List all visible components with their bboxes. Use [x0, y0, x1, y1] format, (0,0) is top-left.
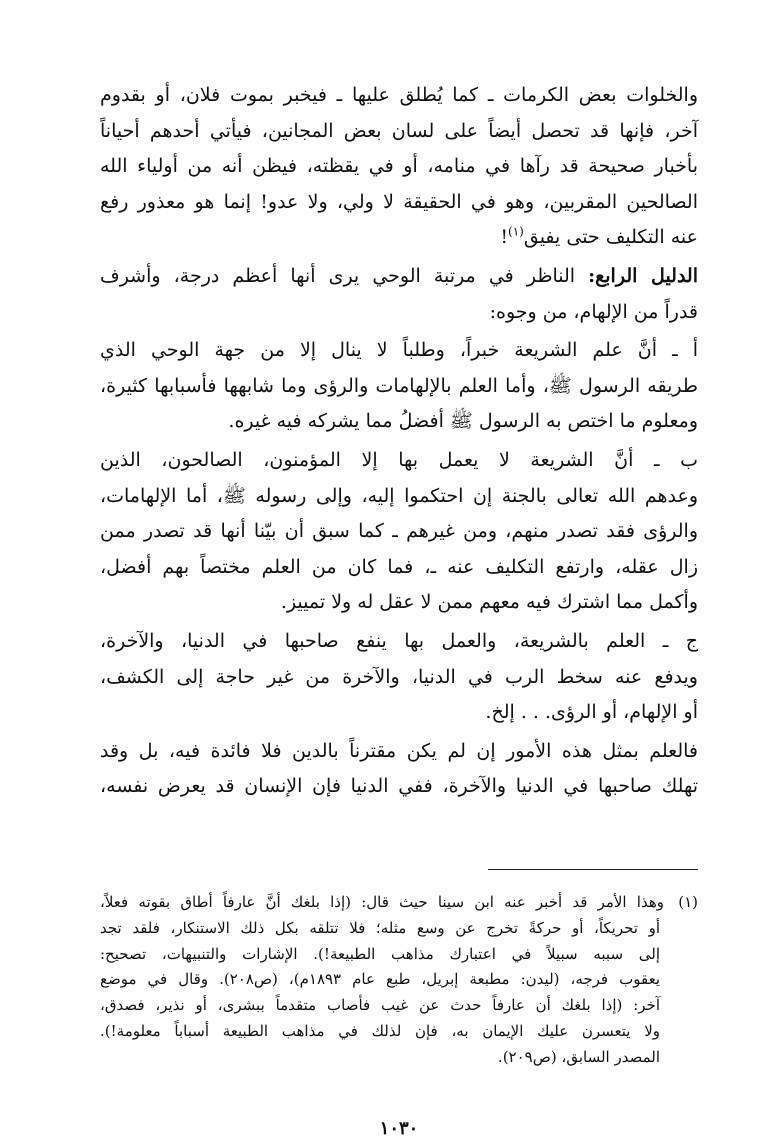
- footnote-line: يعقوب فرجه، (ليدن: مطبعة إبريل، طبع عام ١٨٩٣م)، (ص٢٠٨). وقال في موضع: [100, 970, 660, 989]
- text-line: ويدفع عنه سخط الرب في الدنيا، والآخرة من غير حاجة إلى الكشف،: [100, 665, 698, 688]
- text-line: ج ـ العلم بالشريعة، والعمل بها ينفع صاحبها في الدنيا، والآخرة،: [100, 629, 698, 652]
- footnote-line: آخر: (إذا بلغك أن عارفاً حدث عن غيب فأصاب متقدماً ببشرى، أو نذير، فصدق،: [100, 996, 660, 1015]
- text-fragment: وهذا الأمر قد أخبر عنه ابن سينا حيث قال: (إذا بلغك أنَّ عارفاً أطاق بقوته فعلاً،: [100, 893, 664, 911]
- text-fragment: الناظر في مرتبة الوحي يرى أنها أعظم درجة، وأشرف: [100, 264, 589, 287]
- text-line: تهلك صاحبها في الدنيا والآخرة، ففي الدنيا فإن الإنسان قد يعرض نفسه،: [100, 775, 698, 798]
- footnote-reference[interactable]: (١): [508, 225, 524, 240]
- footnote-line: ولا يتعسرن عليك الإيمان به، فإن لذلك في مذاهب الطبيعة أسباباً معلومة!).: [100, 1021, 660, 1040]
- text-line: والخلوات بعض الكرمات ـ كما يُطلق عليها ـ فيخبر بموت فلان، أو بقدوم: [100, 84, 698, 106]
- paragraph-4: [100, 443, 698, 621]
- section-heading: الدليل الرابع:: [588, 264, 699, 287]
- text-line: والرؤى فقد تصدر منهم، ومن غيرهم ـ كما سبق أن بيّنا أنها قد تصدر ممن: [100, 520, 698, 543]
- paragraph-1: [100, 78, 698, 256]
- text-line: [100, 259, 698, 295]
- footnote-line: أو تحريكاً، أو حركةً تخرج عن وسع مثله؛ فلا تتلقه بكل ذلك الاستنكار، فلقد تجد: [100, 918, 660, 937]
- footnotes: [100, 890, 698, 1071]
- paragraph-5: [100, 624, 698, 731]
- text-line: أ ـ أنَّ علم الشريعة خبراً، وطلباً لا ينال إلا من جهة الوحي الذي: [100, 339, 698, 362]
- footnote-line: [100, 890, 698, 916]
- text-line: الصالحين المقربين، وهو في الحقيقة لا ولي، ولا عدو! إنما هو معذور رفع: [100, 190, 698, 213]
- text-line: بأخبار صحيحة قد رآها في منامه، أو في يقظته، فيظن أنه من أولياء الله: [100, 155, 698, 178]
- text-line: ومعلوم ما اختص به الرسول ﷺ أفضلُ مما يشركه فيه غيره.: [228, 410, 698, 433]
- text-fragment: !: [500, 226, 509, 249]
- footnote-line: المصدر السابق، (ص٢٠٩).: [497, 1047, 660, 1066]
- text-line: أو الإلهام، أو الرؤى. . . إلخ.: [485, 701, 698, 724]
- text-line: زال عقله، وارتفع التكليف عنه ـ، فما كان من العلم مختصاً بهم أفضل،: [100, 555, 698, 578]
- text-line: [100, 220, 698, 256]
- text-line: آخر، فإنها قد تحصل أيضاً على لسان بعض المجانين، فيأتي أحدهم أحياناً: [100, 119, 698, 142]
- paragraph-3: [100, 333, 698, 440]
- text-line: قدراً من الإلهام، من وجوه:: [489, 300, 698, 323]
- book-page: [100, 78, 699, 1139]
- footnote-line: إلى سببه سبيلاً في اعتبارك مذاهب الطبيعة!). الإشارات والتنبيهات، تصحيح:: [100, 944, 660, 963]
- footnote-number: (١): [678, 893, 698, 911]
- text-line: فالعلم بمثل هذه الأمور إن لم يكن مقترناً بالدين فلا فائدة فيه، بل وقد: [100, 739, 698, 762]
- text-line: وعدهم الله تعالى بالجنة إن احتكموا إليه، وإلى رسوله ﷺ، أما الإلهامات،: [100, 484, 698, 507]
- text-line: طريقه الرسول ﷺ، وأما العلم بالإلهامات والرؤى وما شابهها فأسبابها كثيرة،: [100, 374, 698, 397]
- text-line: وأكمل مما اشترك فيه معهم ممن لا عقل له ولا تمييز.: [280, 591, 698, 614]
- footnote-divider: [488, 869, 698, 870]
- page-number: ١٠٣٠: [379, 1118, 419, 1139]
- text-fragment: عنه التكليف حتى يفيق: [523, 226, 698, 249]
- text-line: ب ـ أنَّ الشريعة لا يعمل بها إلا المؤمنون، الصالحون، الذين: [100, 448, 698, 471]
- paragraph-2: [100, 259, 698, 330]
- paragraph-6: [100, 734, 698, 805]
